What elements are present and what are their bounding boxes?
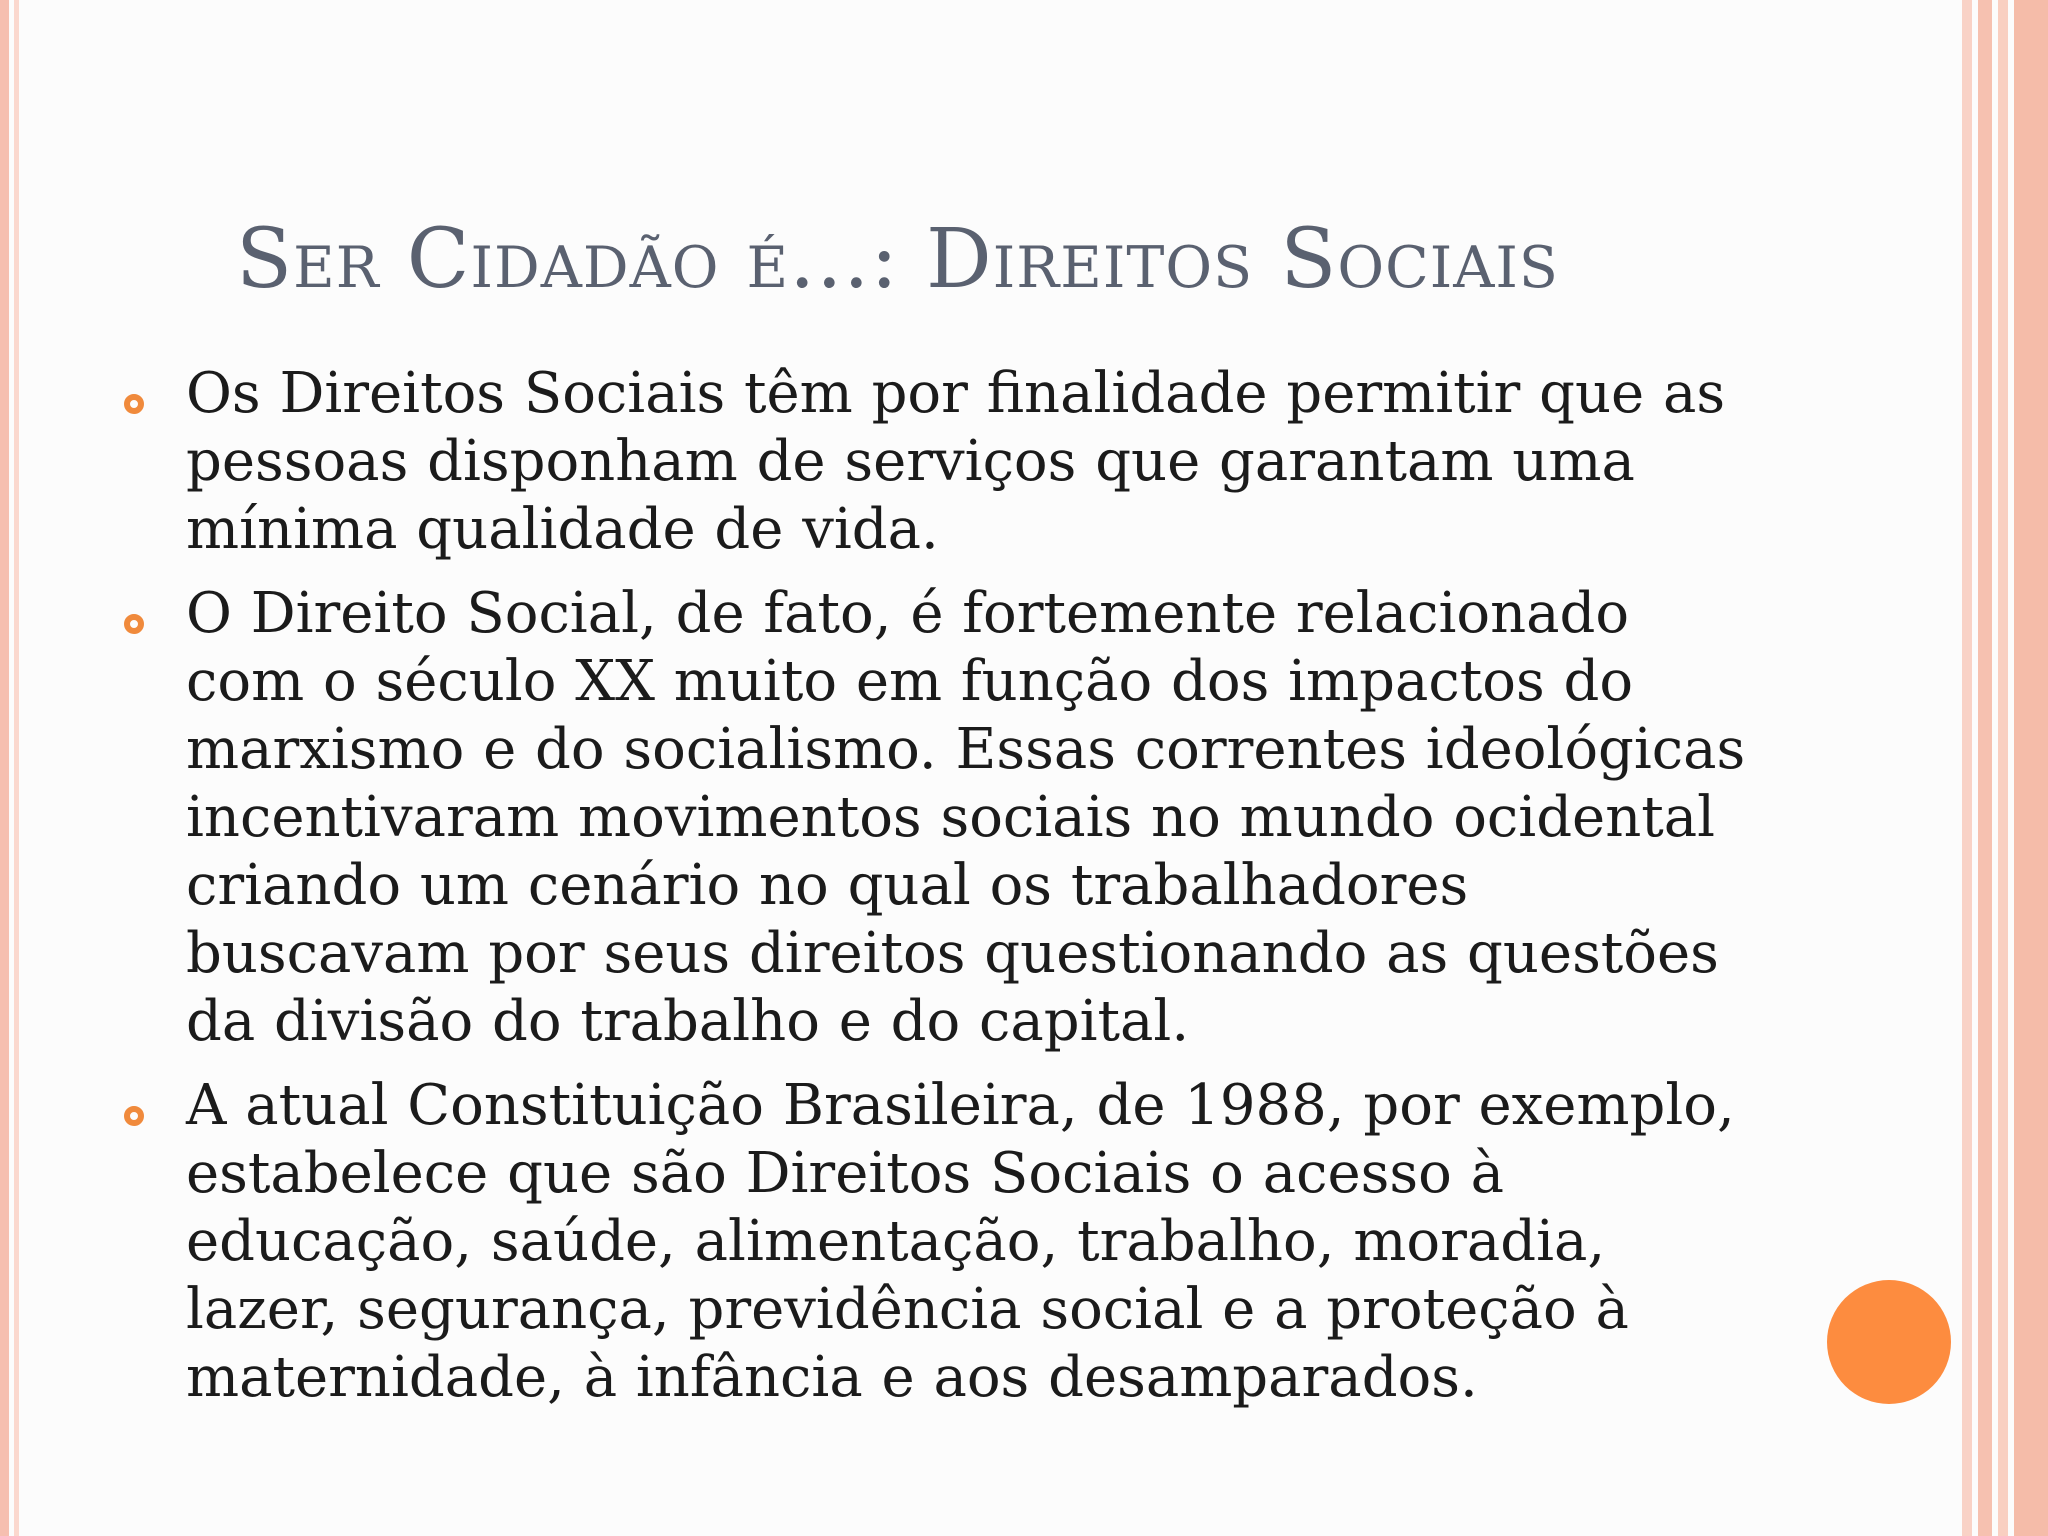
bullet-circle-icon (124, 614, 144, 634)
left-border-stripe-inner (14, 0, 19, 1536)
bullet-circle-icon (124, 394, 144, 414)
right-border-stripe-1 (1962, 0, 1972, 1536)
bullet-list (120, 360, 1760, 1428)
slide-title: Ser Cidadão é...: Direitos Sociais (236, 212, 1559, 307)
bullet-text-1: Os Direitos Sociais têm por finalidade permitir que as pessoas disponham de serviços que garantam uma mínima qualidade de vida. (186, 361, 1726, 562)
left-border-stripe (0, 0, 9, 1536)
bullet-circle-icon (124, 1106, 144, 1126)
right-border-stripe-3 (1998, 0, 2008, 1536)
bullet-item-3 (120, 1072, 1760, 1412)
bullet-item-1 (120, 360, 1760, 564)
bullet-text-3: A atual Constituição Brasileira, de 1988, por exemplo, estabelece que são Direitos Sociais o acesso à educação, saúde, alimentação, trabalho, moradia, lazer, segurança, previdência social e a proteção à maternidade, à infância e aos desamparados. (186, 1073, 1735, 1410)
bullet-text-2: O Direito Social, de fato, é fortemente relacionado com o século XX muito em função dos impactos do marxismo e do socialismo. Essas correntes ideológicas incentivaram movimentos sociais no mundo ocidental criando um cenário no qual os trabalhadores buscavam por seus direitos questionando as questões da divisão do trabalho e do capital. (186, 581, 1746, 1054)
right-border-stripe-4 (2014, 0, 2048, 1536)
bullet-item-2 (120, 580, 1760, 1056)
right-border-stripe-2 (1978, 0, 1992, 1536)
accent-circle-decoration (1827, 1280, 1951, 1404)
